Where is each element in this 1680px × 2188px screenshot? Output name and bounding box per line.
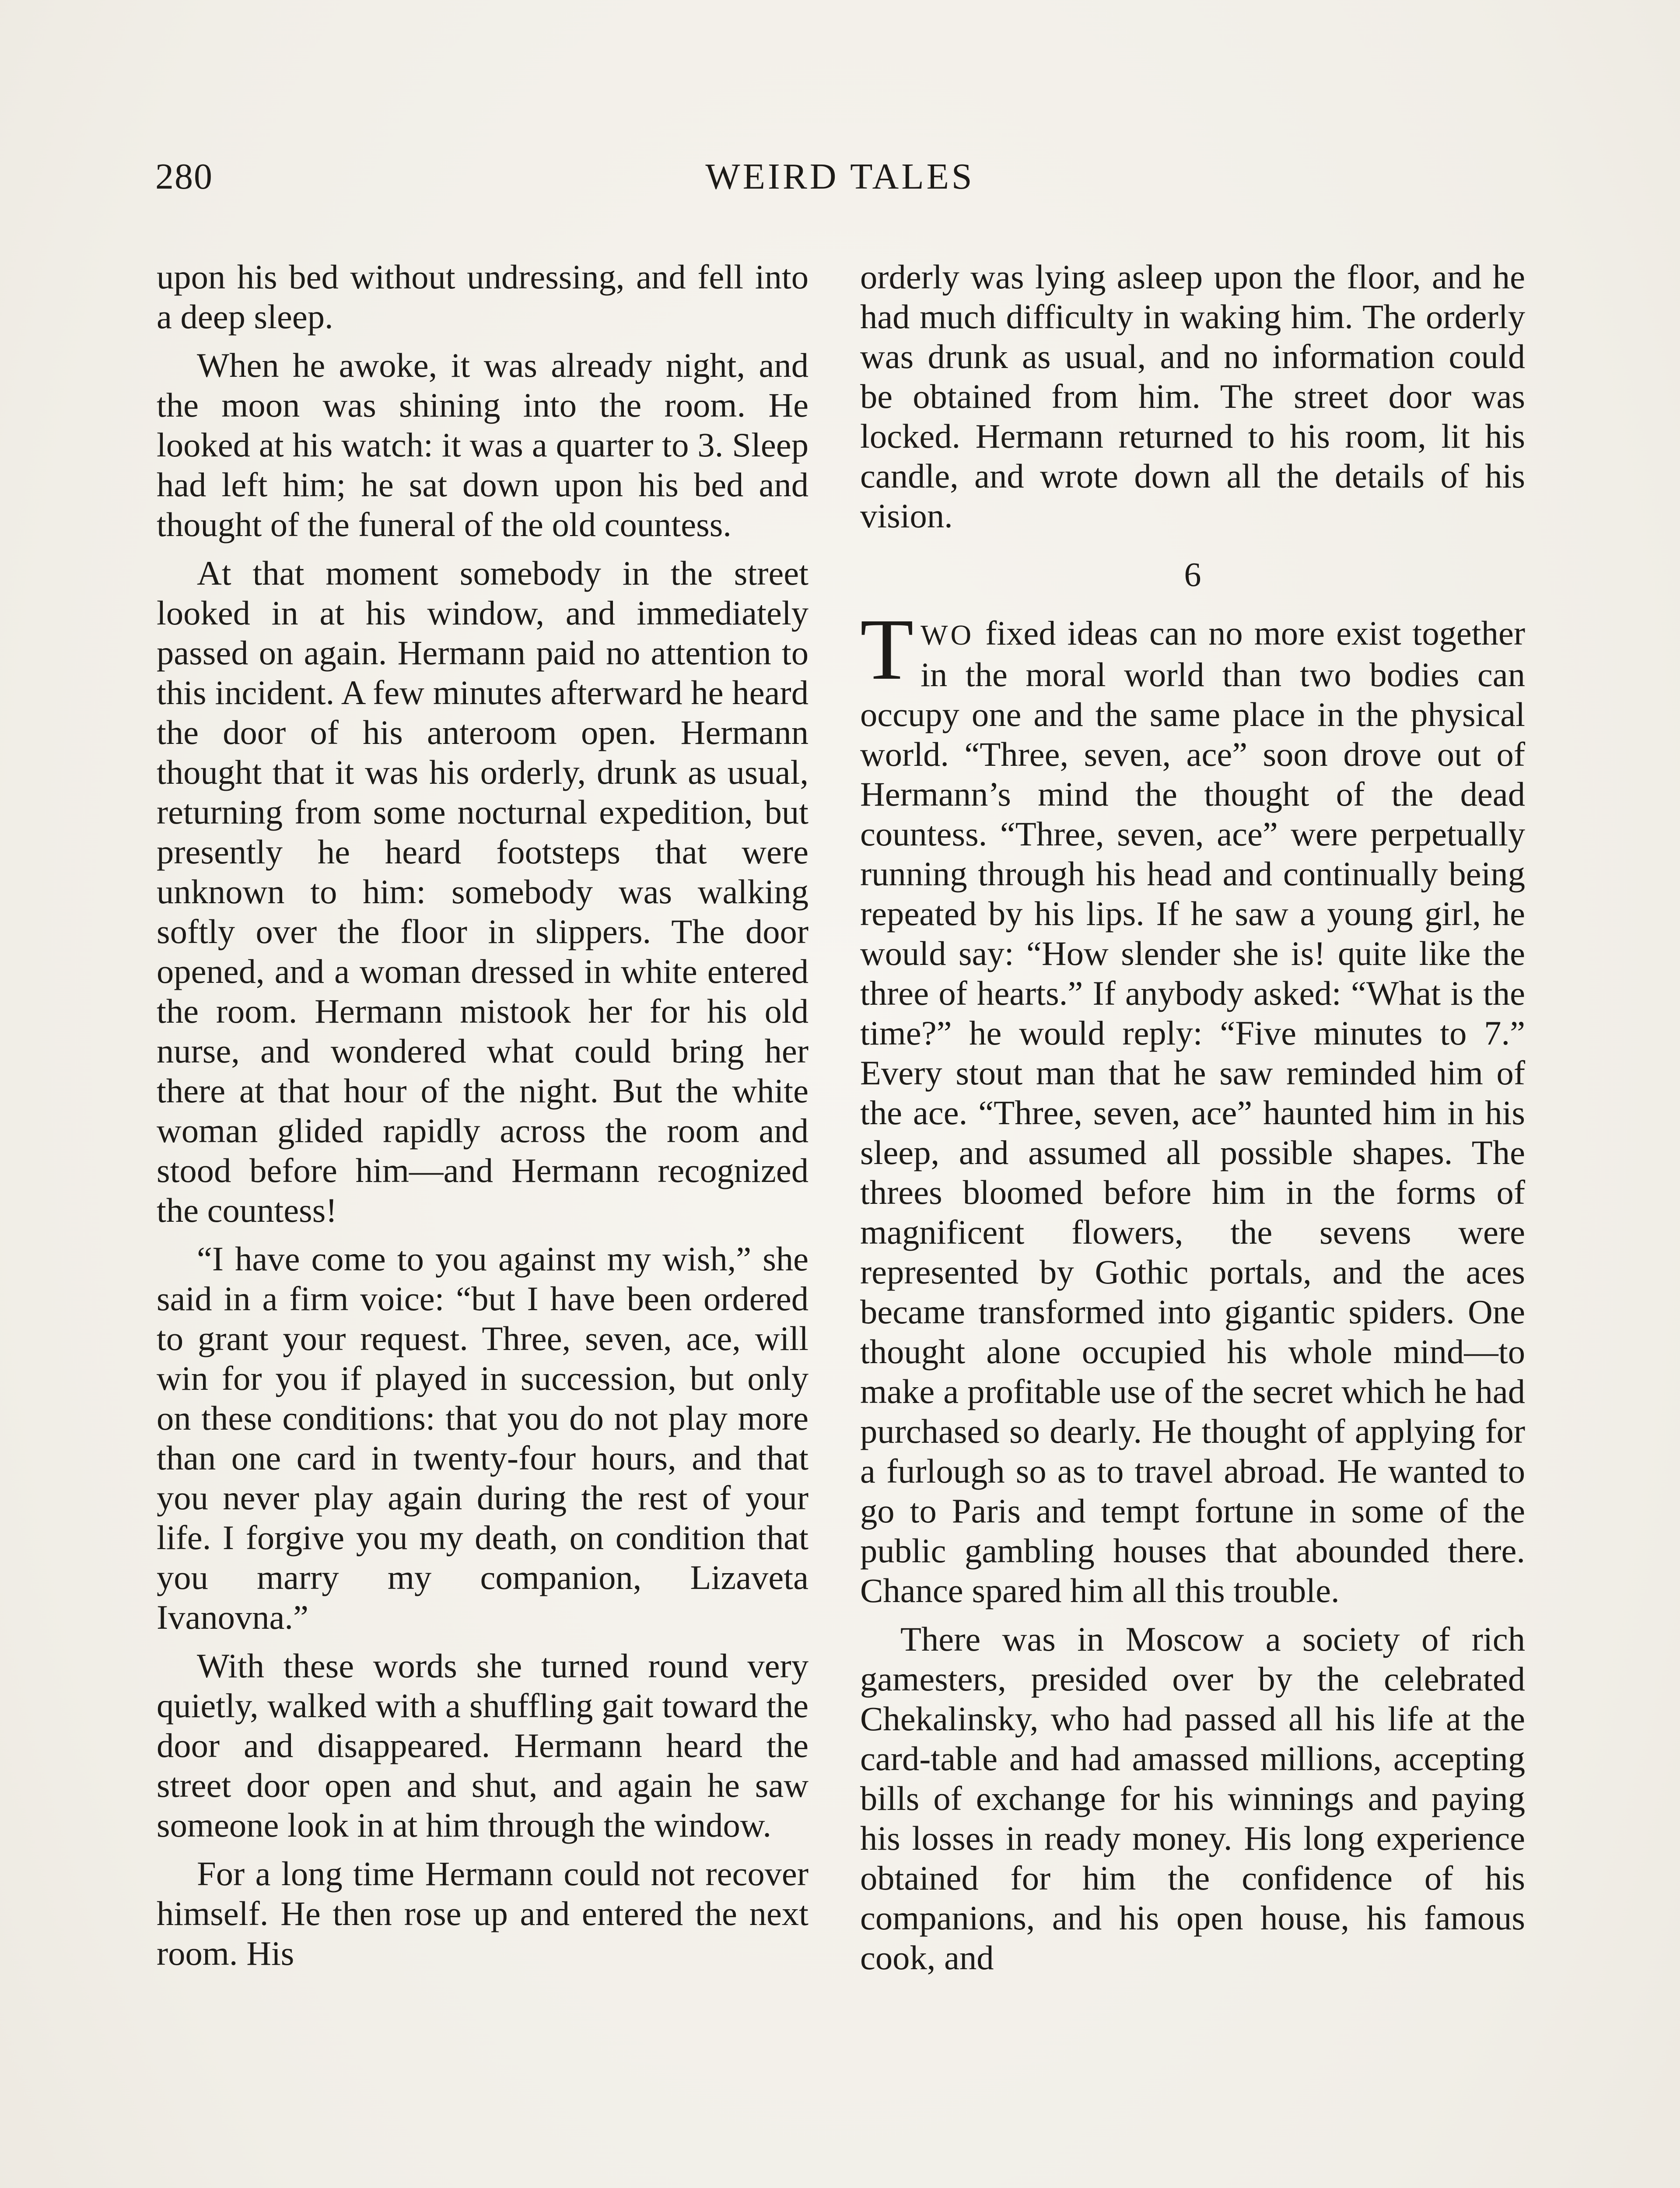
chapter-opening-paragraph [860,601,1525,1611]
paragraph: There was in Moscow a society of rich gamesters, presided over by the celebrated Chekalinsky, who had passed all his life at the card-table and had amassed millions, accepting bills of exchange for his winnings and paying his losses in ready money. His long experience obtained for him the confidence of his companions, and his open house, his famous cook, and [860,1620,1525,1977]
page-number: 280 [155,156,213,197]
page-header [155,155,1525,208]
paragraph: At that moment somebody in the street looked in at his window, and immediately passed on again. Hermann paid no attention to this incident. A few minutes afterward he heard the door of his anteroom open. Hermann thought that it was his orderly, drunk as usual, returning from some nocturnal expedition, but presently he heard footsteps that were unknown to him: somebody was walking softly over the floor in slippers. The door opened, and a woman dressed in white entered the room. Hermann mistook her for his old nurse, and wondered what could bring her there at that hour of the night. But the white woman glided rapidly across the room and stood before him—and Hermann recognized the countess! [157,554,808,1230]
paragraph: “I have come to you against my wish,” she said in a firm voice: “but I have been ordered to grant your request. Three, seven, ace, will win for you if played in succession, but only on these conditions: that you do not play more than one card in twenty-four hours, and that you never play again during the rest of your life. I forgive you my death, on condition that you marry my companion, Lizaveta Ivanovna.” [157,1240,808,1637]
paragraph: With these words she turned round very quietly, walked with a shuffling gait toward the door and disappeared. Hermann heard the street door open and shut, and again he saw someone look in at him through the window. [157,1647,808,1844]
paragraph: orderly was lying asleep upon the floor, and he had much difficulty in waking him. The orderly was drunk as usual, and no information could be obtained from him. The street door was locked. Hermann returned to his room, lit his candle, and wrote down all the details of his vision. [860,258,1525,535]
left-column [157,257,808,1982]
right-column [860,257,1525,1987]
small-caps-lead: WO [920,619,974,651]
paragraph: When he awoke, it was already night, and the moon was shining into the room. He looked at his watch: it was a quarter to 3. Sleep had left him; he sat down upon his bed and thought of the funeral of the old countess. [157,347,808,544]
paragraph-text: fixed ideas can no more exist together in the moral world than two bodies can occupy one and the same place in the physical world. “Three, seven, ace” soon drove out of Hermann’s mind the thought of the dead countess. “Three, seven, ace” were perpetually running through his head and continually being repeated by his lips. If he saw a young girl, he would say: “How slender she is! quite like the three of hearts.” If anybody asked: “What is the time?” he would reply: “Five minutes to 7.” Every stout man that he saw reminded him of the ace. “Three, seven, ace” haunted him in his sleep, and assumed all possible shapes. The threes bloomed before him in the forms of magnificent flowers, the sevens were represented by Gothic portals, and the aces became transformed into gigantic spiders. One thought alone occupied his whole mind—to make a profitable use of the secret which he had purchased so dearly. He thought of applying for a furlough so as to travel abroad. He wanted to go to Paris and tempt fortune in some of the public gambling houses that abounded there. Chance spared him all this trouble. [860,614,1525,1610]
drop-cap: T [860,601,914,698]
paragraph: For a long time Hermann could not recover himself. He then rose up and entered the next room. His [157,1855,808,1973]
running-head: WEIRD TALES [705,156,975,197]
paragraph: upon his bed without undressing, and fell into a deep sleep. [157,258,808,336]
section-number: 6 [1184,555,1201,593]
